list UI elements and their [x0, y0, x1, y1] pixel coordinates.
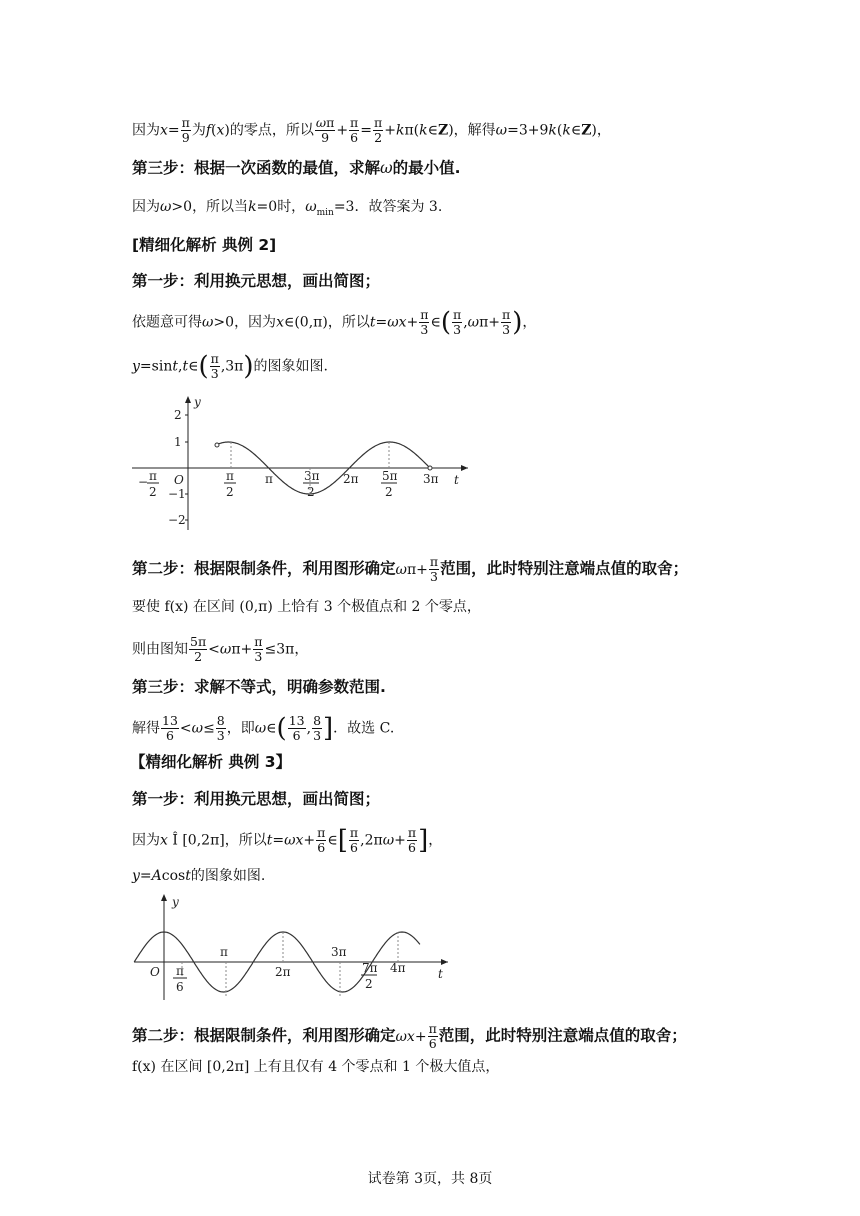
solution-line-min: 因为ω>0，所以当k=0时，$\omega_{min}=3$．故答案为 3.: [132, 199, 443, 218]
svg-text:π: π: [176, 964, 184, 978]
svg-text:7π: 7π: [362, 961, 378, 975]
solution-line-inequality: 则由图知 $\frac{5\pi}{2}$ <ωπ+ $\frac{\pi}{3}$ ≤3π，: [132, 634, 309, 664]
svg-text:3π: 3π: [304, 469, 320, 483]
solution-line-function: y=Acost的图象如图.: [132, 868, 266, 884]
svg-text:5π: 5π: [382, 469, 398, 483]
svg-text:π: π: [226, 469, 234, 483]
svg-text:π: π: [220, 945, 228, 959]
solution-line-condition: 要使 f(x) 在区间 (0,π) 上恰有 3 个极值点和 2 个零点，: [132, 599, 481, 615]
svg-text:2: 2: [226, 485, 234, 499]
sine-graph: [128, 392, 478, 537]
svg-text:π: π: [149, 469, 157, 483]
svg-text:2: 2: [149, 485, 157, 499]
svg-text:2π: 2π: [343, 472, 359, 486]
svg-text:−2: −2: [168, 513, 186, 527]
solution-line-function: y=sint,t∈( $\frac{\pi}{3}$ ,3π)的图象如图.: [132, 351, 328, 382]
step-heading: 第三步：求解不等式，明确参数范围.: [132, 678, 386, 696]
svg-text:y: y: [172, 895, 179, 909]
page-footer: 试卷第 3页，共 8页: [367, 1171, 493, 1187]
svg-text:−1: −1: [168, 487, 186, 501]
step-heading: 第二步：根据限制条件，利用图形确定ωπ+ $\frac{\pi}{3}$ 范围，此时特别注意端点值的取舍；: [132, 554, 689, 584]
svg-text:2: 2: [174, 408, 182, 422]
svg-text:t: t: [438, 967, 443, 981]
svg-text:2: 2: [365, 977, 373, 991]
step-heading: 第三步：根据一次函数的最值，求解ω的最小值.: [132, 159, 461, 177]
example-title: [精细化解析 典例 2]: [132, 236, 277, 254]
cosine-graph: [130, 890, 460, 1005]
svg-text:2π: 2π: [275, 965, 291, 979]
step-heading: 第二步：根据限制条件，利用图形确定ωx+ $\frac{\pi}{6}$ 范围，此时特别注意端点值的取舍；: [132, 1021, 687, 1051]
svg-text:4π: 4π: [390, 961, 406, 975]
svg-text:O: O: [174, 473, 184, 487]
solution-line-answer: 解得 $\frac{13}{6}$ <ω≤ $\frac{8}{3}$ ，即ω∈( $\frac{13}{6}$ , $\frac{8}{3}$ ]．故选 C.: [132, 713, 395, 744]
svg-text:π: π: [265, 472, 273, 486]
solution-line-zero-point: 因为x= $\frac{\pi}{9}$ 为f(x)的零点，所以 $\frac{\omega\pi}{9}$ + $\frac{\pi}{6}$ = $\frac{\pi}{2}$ +kπ(k∈Z)，解得ω=3+9k(k∈Z)，: [132, 115, 611, 145]
svg-text:−: −: [138, 475, 149, 489]
example-title: 【精细化解析 典例 3】: [130, 753, 292, 771]
svg-text:t: t: [454, 473, 459, 487]
svg-text:O: O: [150, 965, 160, 979]
svg-text:1: 1: [174, 435, 182, 449]
svg-text:2: 2: [385, 485, 393, 499]
solution-line-substitution: 因为x Î [0,2π]，所以t=ωx+ $\frac{\pi}{6}$ ∈[ $\frac{\pi}{6}$ ,2πω+ $\frac{\pi}{6}$ ]，: [132, 825, 443, 856]
svg-text:3π: 3π: [331, 945, 347, 959]
step-heading: 第一步：利用换元思想，画出简图；: [132, 790, 381, 808]
svg-text:y: y: [194, 395, 201, 409]
solution-line-condition: f(x) 在区间 [0,2π] 上有且仅有 4 个零点和 1 个极大值点，: [132, 1059, 500, 1075]
step-heading: 第一步：利用换元思想，画出简图；: [132, 272, 381, 290]
solution-line-substitution: 依题意可得ω>0，因为x∈(0,π)，所以t=ωx+ $\frac{\pi}{3}$ ∈( $\frac{\pi}{3}$ ,ωπ+ $\frac{\pi}{3}$ )，: [132, 307, 537, 338]
svg-text:2: 2: [307, 485, 315, 499]
svg-text:3π: 3π: [423, 472, 439, 486]
svg-text:6: 6: [176, 980, 184, 994]
